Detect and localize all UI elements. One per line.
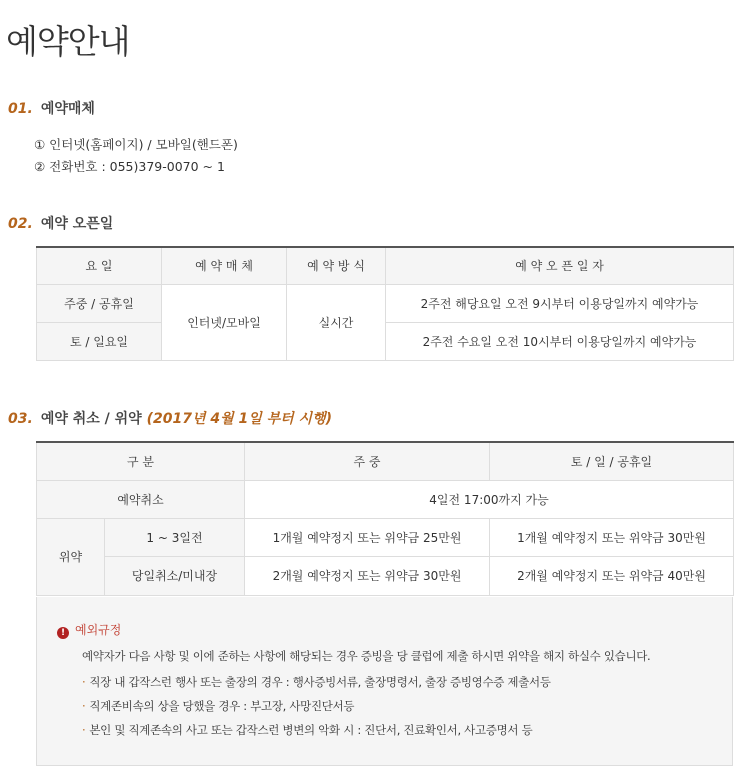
effective-date-note: (2017년 4월 1일 부터 시행)	[146, 411, 332, 427]
media-item-internet: ① 인터넷(홈페이지) / 모바일(핸드폰)	[34, 137, 238, 152]
section-number: 02.	[8, 216, 33, 232]
table-row	[37, 480, 734, 518]
bullet-icon: ·	[82, 723, 86, 737]
list-item-text: 본인 및 직계존속의 사고 또는 갑작스런 병변의 악화 시 : 진단서, 진료확인서, 사고증명서 등	[89, 723, 533, 737]
section-title: 예약 취소 / 위약	[40, 411, 142, 427]
table-row	[37, 518, 734, 556]
section-number: 01.	[8, 101, 33, 117]
section-open-date-heading	[8, 213, 113, 233]
table-row	[37, 284, 734, 322]
media-item-phone: ② 전화번호 : 055)379-0070 ~ 1	[34, 159, 225, 174]
cancel-penalty-table	[36, 441, 734, 596]
exception-rules-list	[82, 670, 551, 742]
section-cancel-penalty-heading	[8, 408, 332, 428]
exception-rules-box	[36, 597, 733, 766]
cell-weekend-penalty: 2개월 예약정지 또는 위약금 40만원	[490, 556, 734, 595]
cell-cancel-label: 예약취소	[37, 480, 245, 518]
list-item-text: 직장 내 갑작스런 행사 또는 출장의 경우 : 행사증빙서류, 출장명령서, 출장 증빙영수증 제출서등	[89, 675, 551, 689]
cell-day: 토 / 일요일	[37, 322, 162, 360]
page-title: 예약안내	[6, 22, 130, 61]
table-row	[37, 556, 734, 595]
cell-when: 당일취소/미내장	[105, 556, 245, 595]
header-weekday: 주 중	[245, 442, 490, 480]
list-item	[82, 694, 551, 718]
bullet-icon: ·	[82, 675, 86, 689]
table-header-row	[37, 247, 734, 284]
header-method: 예 약 방 식	[287, 247, 386, 284]
header-open-date: 예 약 오 픈 일 자	[386, 247, 734, 284]
bullet-icon: ·	[82, 699, 86, 713]
open-date-table	[36, 246, 734, 361]
section-title: 예약매체	[40, 101, 95, 117]
header-day: 요 일	[37, 247, 162, 284]
table-header-row	[37, 442, 734, 480]
cell-day: 주중 / 공휴일	[37, 284, 162, 322]
exception-rules-description: 예약자가 다음 사항 및 이에 준하는 사항에 해당되는 경우 증빙을 당 클럽에 제출 하시면 위약을 해지 하실수 있습니다.	[82, 649, 651, 663]
header-weekend: 토 / 일 / 공휴일	[490, 442, 734, 480]
cell-open-date: 2주전 해당요일 오전 9시부터 이용당일까지 예약가능	[386, 284, 734, 322]
cell-weekday-penalty: 2개월 예약정지 또는 위약금 30만원	[245, 556, 490, 595]
table-row	[37, 322, 734, 360]
exception-rules-title-text: 예외규정	[75, 623, 122, 637]
list-item	[82, 718, 551, 742]
cell-weekday-penalty: 1개월 예약정지 또는 위약금 25만원	[245, 518, 490, 556]
list-item-text: 직계존비속의 상을 당했을 경우 : 부고장, 사망진단서등	[89, 699, 355, 713]
section-title: 예약 오픈일	[40, 216, 114, 232]
header-category: 구 분	[37, 442, 245, 480]
cell-cancel-value: 4일전 17:00까지 가능	[245, 480, 734, 518]
section-number: 03.	[8, 411, 33, 427]
cell-weekend-penalty: 1개월 예약정지 또는 위약금 30만원	[490, 518, 734, 556]
cell-method: 실시간	[287, 284, 386, 360]
cell-media: 인터넷/모바일	[162, 284, 287, 360]
header-media: 예 약 매 체	[162, 247, 287, 284]
alert-icon: !	[57, 627, 69, 639]
section-reservation-media-heading	[8, 98, 95, 118]
list-item	[82, 670, 551, 694]
exception-rules-title	[57, 621, 121, 639]
reservation-media-list	[34, 134, 238, 178]
cell-penalty-label: 위약	[37, 518, 105, 595]
cell-when: 1 ~ 3일전	[105, 518, 245, 556]
cell-open-date: 2주전 수요일 오전 10시부터 이용당일까지 예약가능	[386, 322, 734, 360]
